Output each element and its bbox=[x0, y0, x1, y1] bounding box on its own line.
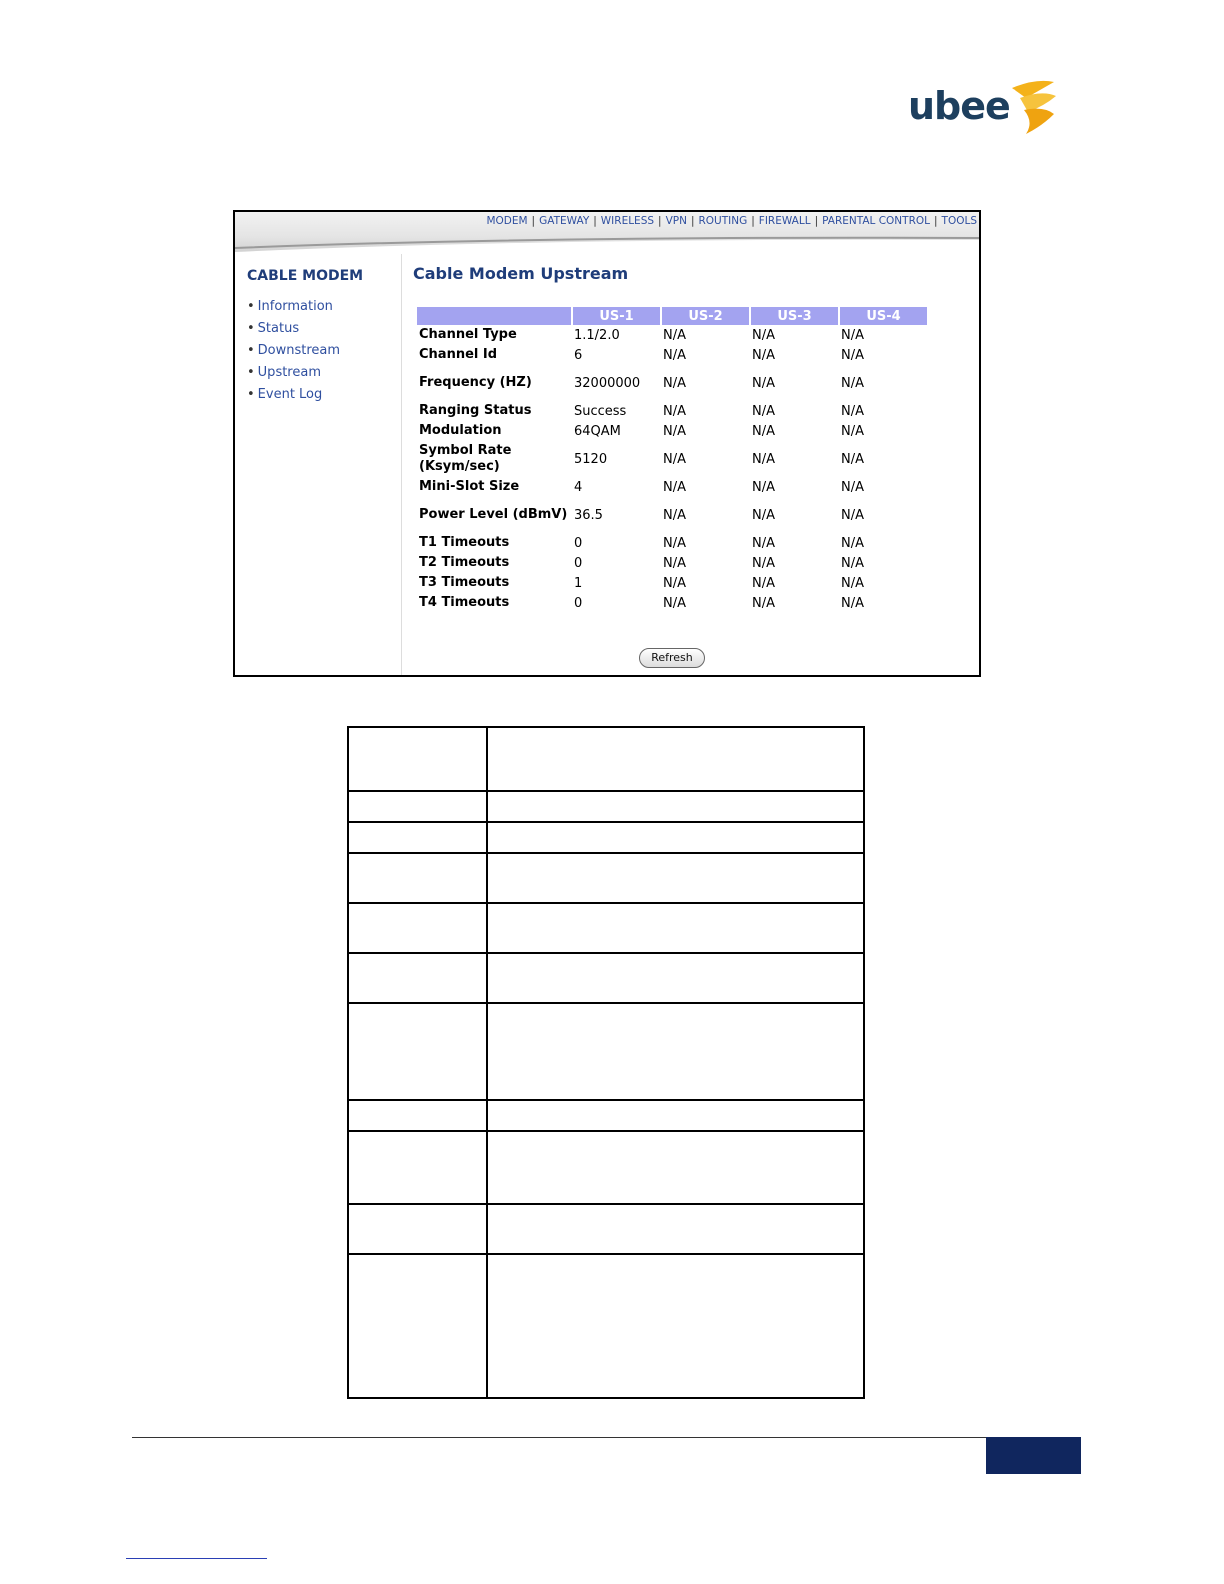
nav-tools[interactable]: TOOLS bbox=[941, 215, 977, 227]
cell: N/A bbox=[663, 451, 686, 467]
table-row bbox=[417, 345, 927, 365]
cell: N/A bbox=[841, 535, 864, 551]
nav-parental-control[interactable]: PARENTAL CONTROL bbox=[822, 215, 930, 227]
table-row bbox=[417, 421, 927, 441]
nav-modem[interactable]: MODEM bbox=[486, 215, 528, 227]
row-label: Ranging Status bbox=[419, 403, 532, 418]
footer-divider bbox=[132, 1437, 992, 1438]
cell: 0 bbox=[574, 555, 583, 571]
cell: 4 bbox=[574, 479, 583, 495]
row-label: T1 Timeouts bbox=[419, 535, 510, 550]
cell: 1 bbox=[574, 575, 583, 591]
table-row bbox=[417, 553, 927, 573]
sidebar-item-downstream[interactable]: • Downstream bbox=[247, 343, 341, 358]
cell: N/A bbox=[752, 555, 775, 571]
table-row bbox=[348, 1003, 864, 1100]
top-bar bbox=[235, 212, 979, 254]
row-label: Mini-Slot Size bbox=[419, 479, 520, 494]
cell: N/A bbox=[841, 375, 864, 391]
nav-wireless[interactable]: WIRELESS bbox=[600, 215, 655, 227]
cell: N/A bbox=[663, 423, 686, 439]
cell: N/A bbox=[752, 451, 775, 467]
table-row bbox=[348, 903, 864, 953]
sidebar-item-upstream[interactable]: • Upstream bbox=[247, 365, 321, 380]
nav-routing[interactable]: ROUTING bbox=[698, 215, 748, 227]
cell: N/A bbox=[752, 507, 775, 523]
table-row bbox=[348, 791, 864, 822]
cell: 0 bbox=[574, 535, 583, 551]
sidebar-menu bbox=[247, 298, 340, 408]
table-row bbox=[417, 593, 927, 613]
header-us-3: US-3 bbox=[750, 307, 839, 325]
row-label: T4 Timeouts bbox=[419, 595, 510, 610]
cell: N/A bbox=[752, 375, 775, 391]
header-swoosh bbox=[235, 234, 979, 256]
table-row bbox=[348, 822, 864, 853]
cell: N/A bbox=[841, 423, 864, 439]
table-row bbox=[417, 533, 927, 553]
sidebar bbox=[235, 254, 402, 675]
cell: N/A bbox=[663, 595, 686, 611]
table-row bbox=[417, 497, 927, 533]
table-row bbox=[348, 1204, 864, 1254]
row-label: T3 Timeouts bbox=[419, 575, 510, 590]
table-row bbox=[348, 853, 864, 903]
table-row bbox=[417, 325, 927, 345]
nav-vpn[interactable]: VPN bbox=[665, 215, 687, 227]
cell: N/A bbox=[752, 347, 775, 363]
sidebar-item-event-log[interactable]: • Event Log bbox=[247, 387, 323, 402]
footer-page-block bbox=[986, 1437, 1081, 1474]
upstream-table bbox=[417, 307, 927, 613]
header-blank bbox=[417, 307, 572, 325]
table-row bbox=[348, 1100, 864, 1131]
table-header bbox=[417, 307, 927, 325]
cell: N/A bbox=[841, 479, 864, 495]
cell: 5120 bbox=[574, 451, 608, 467]
refresh-button[interactable]: Refresh bbox=[639, 648, 705, 668]
cell: 36.5 bbox=[574, 507, 603, 523]
cell: N/A bbox=[663, 403, 686, 419]
row-label: T2 Timeouts bbox=[419, 555, 510, 570]
row-label: Modulation bbox=[419, 423, 502, 438]
cell: N/A bbox=[663, 479, 686, 495]
row-label: Power Level (dBmV) bbox=[419, 507, 568, 522]
cell: N/A bbox=[841, 403, 864, 419]
row-label: Channel Id bbox=[419, 347, 498, 362]
cell: N/A bbox=[841, 507, 864, 523]
cell: N/A bbox=[841, 555, 864, 571]
cell: N/A bbox=[663, 347, 686, 363]
cell: 6 bbox=[574, 347, 583, 363]
cell: N/A bbox=[752, 423, 775, 439]
nav-firewall[interactable]: FIREWALL bbox=[758, 215, 811, 227]
cell: 64QAM bbox=[574, 423, 621, 439]
cell: N/A bbox=[663, 575, 686, 591]
cell: 32000000 bbox=[574, 375, 641, 391]
cell: N/A bbox=[841, 451, 864, 467]
ubee-logo bbox=[908, 76, 1058, 138]
table-row bbox=[348, 1131, 864, 1204]
cell: N/A bbox=[663, 535, 686, 551]
header-us-1: US-1 bbox=[572, 307, 661, 325]
cell: 1.1/2.0 bbox=[574, 327, 620, 343]
cell: N/A bbox=[663, 555, 686, 571]
description-table bbox=[347, 726, 865, 1399]
cell: N/A bbox=[663, 507, 686, 523]
cell: N/A bbox=[752, 479, 775, 495]
cell: N/A bbox=[752, 327, 775, 343]
table-row bbox=[417, 401, 927, 421]
table-row bbox=[348, 727, 864, 791]
table-row bbox=[417, 365, 927, 401]
sidebar-item-status[interactable]: • Status bbox=[247, 321, 300, 336]
cell: N/A bbox=[841, 595, 864, 611]
header-us-2: US-2 bbox=[661, 307, 750, 325]
page-title: Cable Modem Upstream bbox=[413, 264, 629, 283]
row-label: Frequency (HZ) bbox=[419, 375, 532, 390]
cell: N/A bbox=[752, 575, 775, 591]
cell: N/A bbox=[752, 403, 775, 419]
top-nav: MODEM | GATEWAY | WIRELESS | VPN | ROUTING | FIREWALL | PARENTAL CONTROL | TOOLS bbox=[486, 215, 977, 227]
row-label: Symbol Rate (Ksym/sec) bbox=[419, 443, 512, 474]
cell: N/A bbox=[752, 535, 775, 551]
sidebar-item-information[interactable]: • Information bbox=[247, 299, 333, 314]
logo-wordmark: ubee bbox=[908, 84, 1010, 128]
sidebar-title: CABLE MODEM bbox=[247, 268, 364, 284]
cell: N/A bbox=[841, 575, 864, 591]
cell: N/A bbox=[841, 347, 864, 363]
row-label: Channel Type bbox=[419, 327, 517, 342]
cell: N/A bbox=[663, 327, 686, 343]
table-row bbox=[348, 953, 864, 1003]
header-us-4: US-4 bbox=[839, 307, 927, 325]
modem-screenshot bbox=[233, 210, 981, 677]
nav-gateway[interactable]: GATEWAY bbox=[539, 215, 590, 227]
footer-link-underline bbox=[126, 1558, 267, 1559]
table-row bbox=[417, 441, 927, 477]
cell: Success bbox=[574, 403, 627, 419]
table-row bbox=[417, 477, 927, 497]
cell: N/A bbox=[663, 375, 686, 391]
logo-wing-icon bbox=[908, 76, 1058, 138]
table-row bbox=[417, 573, 927, 593]
cell: N/A bbox=[841, 327, 864, 343]
cell: 0 bbox=[574, 595, 583, 611]
cell: N/A bbox=[752, 595, 775, 611]
table-row bbox=[348, 1254, 864, 1398]
